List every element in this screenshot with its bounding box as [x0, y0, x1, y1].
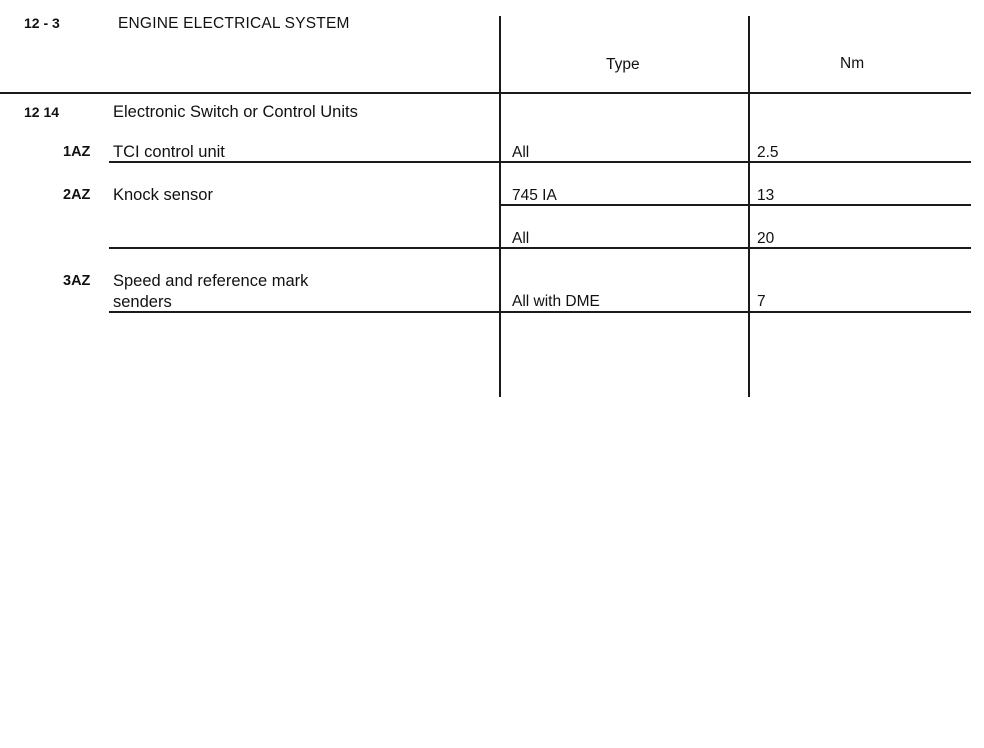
item-type: 745 IA [512, 187, 557, 204]
item-name-line2: senders [113, 293, 172, 311]
page-title: ENGINE ELECTRICAL SYSTEM [118, 15, 350, 32]
item-torque: 13 [757, 187, 775, 204]
item-torque: 2.5 [757, 144, 779, 161]
item-torque: 20 [757, 230, 775, 247]
item-name: Knock sensor [113, 186, 213, 204]
item-name-line1: Speed and reference mark [113, 272, 309, 290]
item-type: All [512, 144, 530, 161]
column-header-nm: Nm [840, 55, 865, 72]
row-rule [501, 311, 748, 313]
row-rule [109, 311, 499, 313]
row-rule [750, 311, 971, 313]
item-code: 3AZ [63, 273, 91, 289]
row-rule [501, 161, 748, 163]
page-number: 12 - 3 [24, 15, 60, 31]
item-code: 1AZ [63, 144, 91, 160]
column-header-type: Type [606, 56, 640, 73]
row-rule [109, 161, 499, 163]
item-torque: 7 [757, 293, 766, 310]
column-divider-type [499, 16, 501, 397]
row-rule [750, 161, 971, 163]
row-rule [750, 204, 971, 206]
item-name: TCI control unit [113, 143, 225, 161]
item-code: 2AZ [63, 187, 91, 203]
row-rule [109, 247, 499, 249]
section-title: Electronic Switch or Control Units [113, 103, 358, 121]
item-type: All [512, 230, 530, 247]
section-number: 12 14 [24, 104, 60, 120]
row-rule [750, 247, 971, 249]
header-rule [0, 92, 499, 94]
header-rule [501, 92, 748, 94]
row-rule [501, 247, 748, 249]
header-rule [750, 92, 971, 94]
item-type: All with DME [512, 293, 600, 310]
row-rule [501, 204, 748, 206]
column-divider-nm [748, 16, 750, 397]
